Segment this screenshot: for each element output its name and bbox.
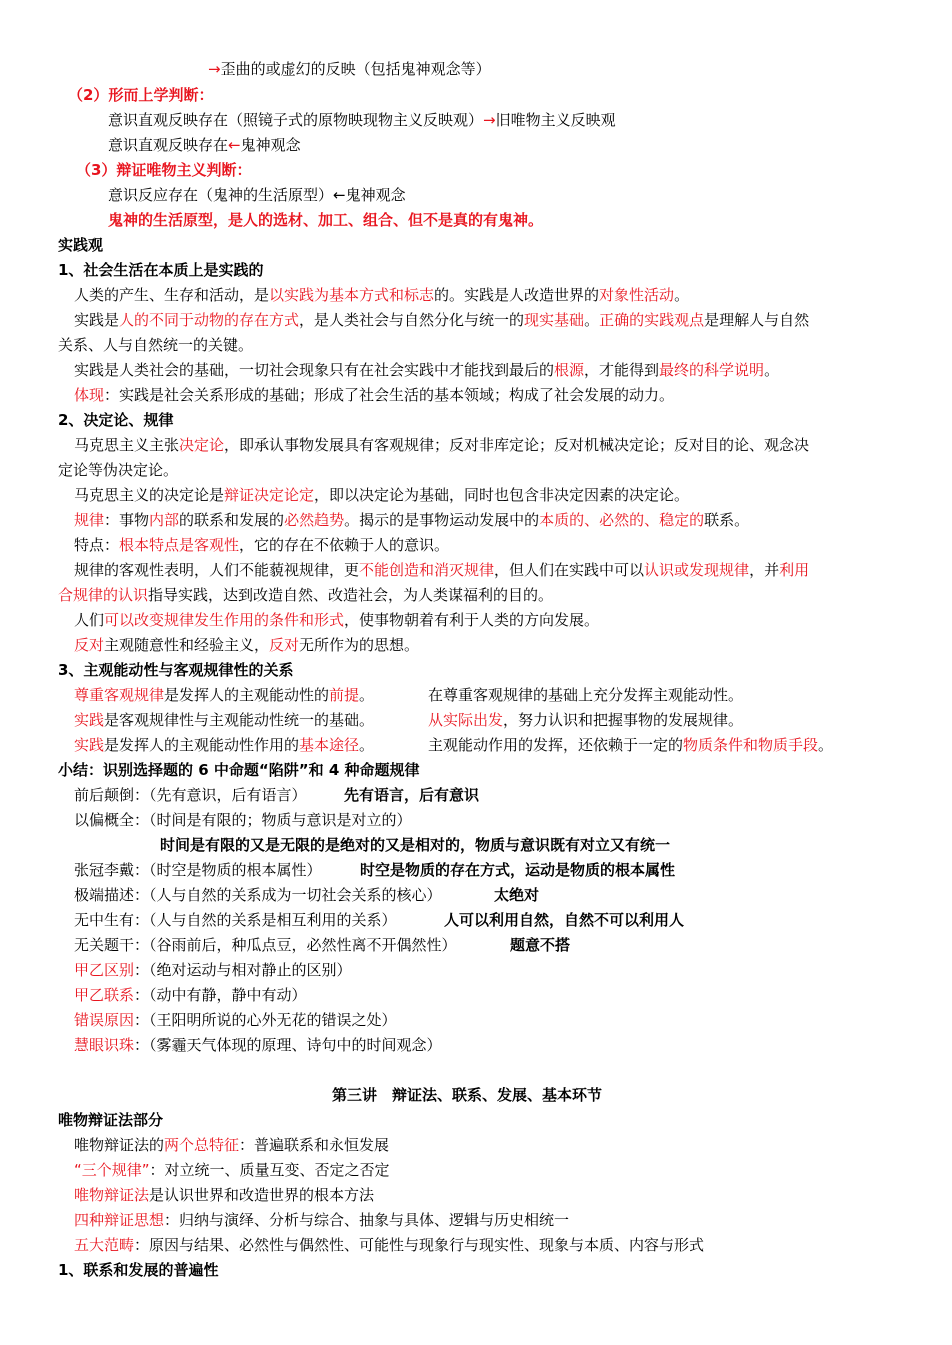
- highlight-text: 根本特点是客观性: [119, 536, 240, 554]
- body-text: 先有语言，后有意识: [344, 786, 480, 804]
- highlight-text: 规律: [74, 511, 105, 529]
- body-text: 以偏概全：（时间是有限的；物质与意识是对立的）: [74, 811, 412, 829]
- text-line: [74, 636, 419, 654]
- highlight-text: 现实基础: [524, 311, 585, 329]
- highlight-text: 利用: [779, 561, 810, 579]
- body-text: 马克思主义主张: [74, 436, 180, 454]
- text-line: [428, 686, 743, 704]
- highlight-text: 基本途径: [299, 736, 360, 754]
- text-line: [74, 561, 809, 579]
- text-line: [74, 1236, 704, 1254]
- body-text: 歪曲的或虚幻的反映（包括鬼神观念等）: [220, 60, 491, 78]
- body-text: 主观随意性和经验主义，: [104, 636, 270, 654]
- highlight-text: 根源: [554, 361, 585, 379]
- body-text: ，并: [749, 561, 780, 579]
- text-line: [74, 311, 809, 329]
- body-text: 的联系和发展的: [179, 511, 285, 529]
- text-line: [74, 1186, 374, 1204]
- body-text: 旧唯物主义反映观: [495, 111, 616, 129]
- highlight-text: 物质条件和物质手段: [683, 736, 819, 754]
- highlight-text: 反对: [269, 636, 300, 654]
- highlight-text: 体现: [74, 386, 105, 404]
- highlight-text: →: [483, 111, 496, 129]
- body-text: ，它的存在不依赖于人的意识。: [239, 536, 450, 554]
- text-line: [510, 936, 570, 954]
- body-text: ：事物: [104, 511, 150, 529]
- body-text: 3、主观能动性与客观规律性的关系: [58, 661, 294, 679]
- body-text: 无中生有：（人与自然的关系是相互利用的关系）: [74, 911, 397, 929]
- highlight-text: 鬼神的生活原型，是人的选材、加工、组合、但不是真的有鬼神。: [108, 211, 544, 229]
- body-text: ，努力认识和把握事物的发展规律。: [503, 711, 744, 729]
- body-text: 。揭示的是事物运动发展中的: [344, 511, 540, 529]
- body-text: ：实践是社会关系形成的基础；形成了社会生活的基本领域；构成了社会发展的动力。: [104, 386, 675, 404]
- text-line: [58, 761, 419, 779]
- body-text: ，使事物朝着有利于人类的方向发展。: [344, 611, 600, 629]
- highlight-text: 慧眼识珠: [74, 1036, 135, 1054]
- highlight-text: 四种辩证思想: [74, 1211, 165, 1229]
- body-text: 1、联系和发展的普遍性: [58, 1261, 219, 1279]
- highlight-text: 尊重客观规律: [74, 686, 165, 704]
- body-text: 唯物辩证法部分: [58, 1111, 164, 1129]
- text-line: [108, 186, 406, 204]
- highlight-text: 辩证决定论定: [224, 486, 315, 504]
- highlight-text: “三个规律”: [74, 1161, 150, 1179]
- text-line: [58, 586, 553, 604]
- text-line: [76, 161, 251, 179]
- highlight-text: 甲乙区别: [74, 961, 135, 979]
- text-line: [74, 1036, 442, 1054]
- highlight-text: 前提: [329, 686, 360, 704]
- text-line: [74, 1211, 569, 1229]
- text-line: [74, 386, 674, 404]
- text-line: [74, 911, 397, 929]
- body-text: ，是人类社会与自然分化与统一的: [299, 311, 525, 329]
- highlight-text: 决定论: [179, 436, 225, 454]
- highlight-text: （2）形而上学判断：: [68, 86, 214, 104]
- body-text: 是发挥人的主观能动性作用的: [104, 736, 300, 754]
- highlight-text: 两个总特征: [164, 1136, 240, 1154]
- body-text: 1、社会生活在本质上是实践的: [58, 261, 264, 279]
- highlight-text: 认识或发现规律: [644, 561, 750, 579]
- body-text: ，但人们在实践中可以: [494, 561, 645, 579]
- text-line: [208, 60, 491, 78]
- body-text: 小结：识别选择题的 6 中命题“陷阱”和 4 种命题规律: [58, 761, 420, 779]
- body-text: 前后颠倒：（先有意识，后有语言）: [74, 786, 307, 804]
- body-text: 人们: [74, 611, 105, 629]
- highlight-text: 错误原因: [74, 1011, 135, 1029]
- body-text: 人可以利用自然，自然不可以利用人: [444, 911, 685, 929]
- text-line: [74, 1161, 390, 1179]
- text-line: [74, 686, 374, 704]
- text-line: [108, 111, 616, 129]
- text-line: [58, 236, 103, 254]
- text-line: [74, 811, 412, 829]
- body-text: 意识反应存在（鬼神的生活原型）←鬼神观念: [108, 186, 406, 204]
- highlight-text: 最终的科学说明: [659, 361, 765, 379]
- body-text: 。: [818, 736, 834, 754]
- text-line: [74, 736, 374, 754]
- highlight-text: （3）辩证唯物主义判断：: [76, 161, 252, 179]
- body-text: 是理解人与自然: [704, 311, 810, 329]
- body-text: 关系、人与自然统一的关键。: [58, 336, 254, 354]
- highlight-text: 实践: [74, 736, 105, 754]
- body-text: 主观能动作用的发挥，还依赖于一定的: [428, 736, 684, 754]
- body-text: 极端描述：（人与自然的关系成为一切社会关系的核心）: [74, 886, 442, 904]
- text-line: [74, 1011, 397, 1029]
- text-line: [74, 511, 749, 529]
- body-text: 。: [764, 361, 780, 379]
- body-text: ：（雾霾天气体现的原理、诗句中的时间观念）: [134, 1036, 442, 1054]
- body-text: 定论等伪决定论。: [58, 461, 179, 479]
- text-line: [332, 1086, 602, 1104]
- highlight-text: 可以改变规律发生作用的条件和形式: [104, 611, 345, 629]
- body-text: 实践是人类社会的基础，一切社会现象只有在社会实践中才能找到最后的: [74, 361, 555, 379]
- text-line: [108, 211, 543, 229]
- body-text: 是客观规律性与主观能动性统一的基础。: [104, 711, 375, 729]
- text-line: [74, 786, 307, 804]
- text-line: [494, 886, 539, 904]
- text-line: [74, 986, 307, 1004]
- body-text: 。: [674, 286, 690, 304]
- text-line: [428, 711, 743, 729]
- text-line: [74, 611, 599, 629]
- body-text: 是发挥人的主观能动性的: [164, 686, 330, 704]
- body-text: 意识直观反映存在: [108, 136, 229, 154]
- text-line: [74, 711, 374, 729]
- text-line: [74, 486, 689, 504]
- highlight-text: 实践: [74, 711, 105, 729]
- text-line: [58, 336, 253, 354]
- text-line: [58, 461, 178, 479]
- highlight-text: 反对: [74, 636, 105, 654]
- highlight-text: ←: [228, 136, 241, 154]
- text-line: [74, 1136, 389, 1154]
- highlight-text: 甲乙联系: [74, 986, 135, 1004]
- body-text: 时空是物质的存在方式，运动是物质的根本属性: [360, 861, 676, 879]
- body-text: 规律的客观性表明，人们不能藐视规律，更: [74, 561, 360, 579]
- body-text: 无关题干：（谷雨前后，种瓜点豆，必然性离不开偶然性）: [74, 936, 457, 954]
- highlight-text: 五大范畴: [74, 1236, 135, 1254]
- text-line: [360, 861, 675, 879]
- highlight-text: 合规律的认识: [58, 586, 149, 604]
- body-text: 题意不搭: [510, 936, 571, 954]
- body-text: 联系。: [704, 511, 750, 529]
- highlight-text: 对象性活动: [599, 286, 675, 304]
- text-line: [58, 1261, 218, 1279]
- highlight-text: 内部: [149, 511, 180, 529]
- text-line: [74, 936, 457, 954]
- highlight-text: 本质的、必然的、稳定的: [539, 511, 705, 529]
- body-text: 2、决定论、规律: [58, 411, 174, 429]
- highlight-text: 正确的实践观点: [599, 311, 705, 329]
- text-line: [74, 361, 779, 379]
- body-text: 。: [359, 736, 375, 754]
- text-line: [160, 836, 670, 854]
- text-line: [74, 536, 449, 554]
- text-line: [68, 86, 213, 104]
- body-text: 的。实践是人改造世界的: [434, 286, 600, 304]
- body-text: ，即以决定论为基础，同时也包含非决定因素的决定论。: [314, 486, 690, 504]
- body-text: 时间是有限的又是无限的是绝对的又是相对的，物质与意识既有对立又有统一: [160, 836, 671, 854]
- text-line: [444, 911, 684, 929]
- body-text: ：普遍联系和永恒发展: [239, 1136, 390, 1154]
- body-text: 马克思主义的决定论是: [74, 486, 225, 504]
- body-text: ：（绝对运动与相对静止的区别）: [134, 961, 352, 979]
- body-text: 鬼神观念: [240, 136, 301, 154]
- body-text: ：（王阳明所说的心外无花的错误之处）: [134, 1011, 397, 1029]
- text-line: [74, 961, 352, 979]
- body-text: 。: [584, 311, 600, 329]
- body-text: 是认识世界和改造世界的根本方法: [149, 1186, 375, 1204]
- text-line: [344, 786, 479, 804]
- body-text: ，才能得到: [584, 361, 660, 379]
- body-text: 在尊重客观规律的基础上充分发挥主观能动性。: [428, 686, 744, 704]
- highlight-text: 必然趋势: [284, 511, 345, 529]
- text-line: [428, 736, 833, 754]
- body-text: 实践是: [74, 311, 120, 329]
- body-text: ，即承认事物发展具有客观规律；反对非库定论；反对机械决定论；反对目的论、观念决: [224, 436, 810, 454]
- text-line: [58, 411, 173, 429]
- text-line: [74, 436, 809, 454]
- body-text: 唯物辩证法的: [74, 1136, 165, 1154]
- highlight-text: 人的不同于动物的存在方式: [119, 311, 300, 329]
- body-text: ：归纳与演绎、分析与综合、抽象与具体、逻辑与历史相统一: [164, 1211, 570, 1229]
- text-line: [74, 886, 442, 904]
- body-text: 实践观: [58, 236, 104, 254]
- highlight-text: 唯物辩证法: [74, 1186, 150, 1204]
- body-text: 意识直观反映存在（照镜子式的原物映现物主义反映观）: [108, 111, 484, 129]
- highlight-text: 以实践为基本方式和标志: [269, 286, 435, 304]
- body-text: 人类的产生、生存和活动，是: [74, 286, 270, 304]
- text-line: [108, 136, 301, 154]
- body-text: 太绝对: [494, 886, 540, 904]
- body-text: 。: [359, 686, 375, 704]
- body-text: 张冠李戴：（时空是物质的根本属性）: [74, 861, 322, 879]
- highlight-text: 从实际出发: [428, 711, 504, 729]
- text-line: [58, 261, 263, 279]
- text-line: [58, 1111, 163, 1129]
- body-text: 指导实践，达到改造自然、改造社会，为人类谋福利的目的。: [148, 586, 554, 604]
- text-line: [74, 861, 322, 879]
- body-text: 无所作为的思想。: [299, 636, 420, 654]
- body-text: ：（动中有静，静中有动）: [134, 986, 307, 1004]
- highlight-text: →: [208, 60, 221, 78]
- text-line: [58, 661, 293, 679]
- highlight-text: 不能创造和消灭规律: [359, 561, 495, 579]
- body-text: 第三讲 辩证法、联系、发展、基本环节: [332, 1086, 603, 1104]
- body-text: ：原因与结果、必然性与偶然性、可能性与现象行与现实性、现象与本质、内容与形式: [134, 1236, 705, 1254]
- text-line: [74, 286, 689, 304]
- body-text: 特点：: [74, 536, 120, 554]
- body-text: ：对立统一、质量互变、否定之否定: [149, 1161, 390, 1179]
